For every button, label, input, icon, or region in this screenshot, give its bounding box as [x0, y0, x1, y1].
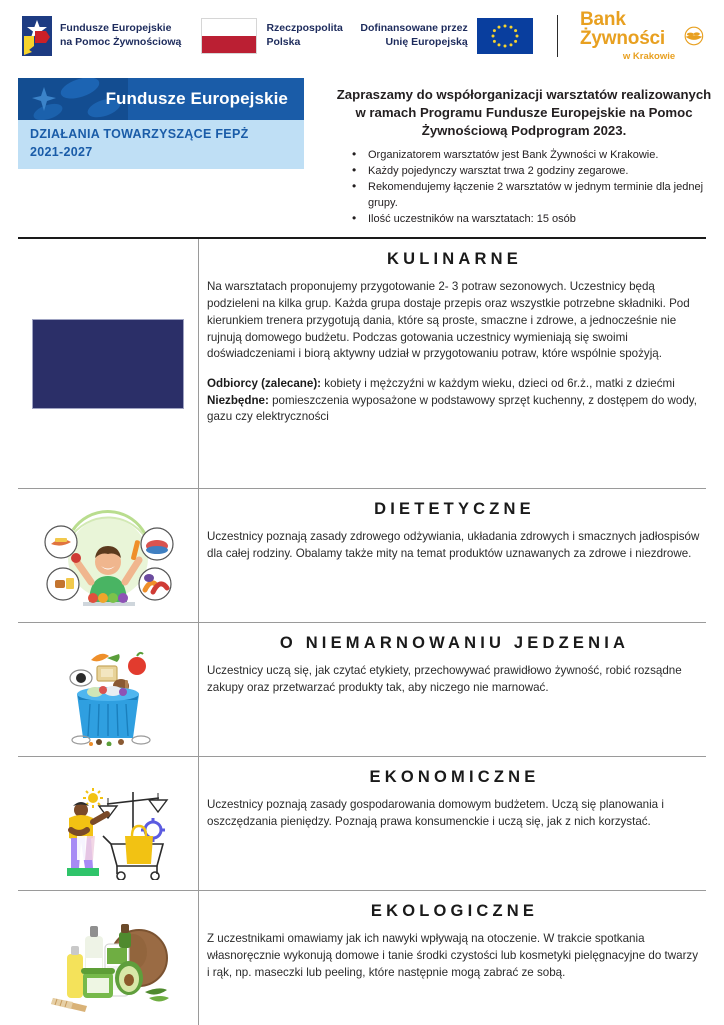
workshop-detail	[207, 376, 702, 393]
header-logo-bar	[0, 0, 724, 72]
table-row	[18, 239, 706, 489]
workshop-image-cell	[18, 239, 199, 488]
fundusze-europejskie-badge	[18, 78, 304, 169]
workshop-image-cell	[18, 623, 199, 756]
eu-funds-line1: Fundusze Europejskie	[60, 22, 172, 35]
workshops-table	[18, 237, 706, 1025]
eu-cofunded-line2: Unię Europejską	[385, 36, 468, 48]
eco-cosmetics-illustration	[33, 902, 183, 1014]
program-header-band	[0, 72, 724, 237]
intro-bullet: • Organizatorem warsztatów jest Bank Żywności w Krakowie.	[366, 147, 720, 163]
eu-cofunded-logo	[360, 18, 532, 54]
workshop-image-cell	[18, 891, 199, 1025]
food-waste-bin-illustration	[33, 634, 183, 746]
bank-logo-subtitle: w Krakowie	[622, 51, 676, 62]
healthy-eating-illustration	[33, 500, 183, 612]
fe-badge-top-label: Fundusze Europejskie	[105, 89, 288, 108]
eu-flag-icon	[477, 18, 533, 54]
intro-bullet-list	[328, 147, 720, 228]
intro-heading: Zapraszamy do współorganizacji warsztatów realizowanych w ramach Programu Fundusze Europejskie na Pomoc Żywnościową Podprogram 2023.	[336, 87, 712, 139]
bank-logo-title: Bank Żywności	[580, 9, 666, 49]
fe-badge-line1: DZIAŁANIA TOWARZYSZĄCE FEPŻ	[30, 127, 249, 141]
workshop-body	[207, 663, 702, 696]
workshop-paragraph: Z uczestnikami omawiamy jak ich nawyki wpływają na otoczenie. W trakcie spotkania własnoręcznie wykonują domowe i tanie środki czystości lub kosmetyki pielęgnacyjne do twarzy i rąk, np. maseczki lub peeling, które następnie mogą zabrać ze sobą.	[207, 932, 699, 979]
polish-flag-icon	[201, 18, 257, 54]
table-row	[18, 489, 706, 623]
eu-funds-star-icon	[22, 16, 52, 56]
workshop-detail-label: Niezbędne:	[207, 393, 269, 407]
bread-basket-icon	[682, 22, 706, 50]
workshop-text-cell	[199, 489, 706, 622]
fe-badge-band	[18, 78, 304, 120]
eu-funds-line2: na Pomoc Żywnościową	[60, 36, 182, 48]
workshop-detail-value: kobiety i mężczyźni w każdym wieku, dzieci od 6r.ż., matki z dziećmi	[321, 376, 675, 390]
workshop-image-cell	[18, 757, 199, 890]
eu-funds-logo	[22, 16, 181, 56]
workshop-text-cell	[199, 891, 706, 1025]
bank-zywnosci-logo	[580, 10, 706, 62]
eu-cofunded-logo-text	[360, 22, 467, 50]
eu-cofunded-line1: Dofinansowane przez	[360, 22, 468, 35]
workshop-title: DIETETYCZNE	[374, 500, 535, 519]
poland-logo	[201, 18, 342, 54]
poland-line1: Rzeczpospolita	[266, 22, 343, 35]
intro-bullet: • Ilość uczestników na warsztatach: 15 osób	[366, 211, 720, 227]
intro-column	[322, 78, 724, 227]
eu-funds-logo-text	[60, 22, 181, 50]
poland-logo-text	[266, 22, 342, 50]
table-row	[18, 891, 706, 1025]
shopping-budget-illustration	[33, 768, 183, 880]
table-row	[18, 757, 706, 891]
workshop-body	[207, 797, 702, 830]
workshop-paragraph: Uczestnicy poznają zasady zdrowego odżywiania, układania zdrowych i smacznych jadłospisów dla całej rodziny. Obalamy także mity na temat produktów uznawanych za zdrowe i niezdrowe.	[207, 530, 700, 561]
intro-bullet: • Każdy pojedynczy warsztat trwa 2 godziny zegarowe.	[366, 163, 720, 179]
workshop-detail-value: pomieszczenia wyposażone w podstawowy sprzęt kuchenny, z dostępem do wody, gazu czy elektryczności	[207, 393, 697, 424]
workshop-image-cell	[18, 489, 199, 622]
culinary-workshop-image-placeholder	[32, 319, 184, 409]
workshop-text-cell	[199, 757, 706, 890]
workshop-body	[207, 529, 702, 562]
workshop-title: O NIEMARNOWANIU JEDZENIA	[279, 634, 630, 653]
workshop-detail	[207, 393, 702, 426]
poland-line2: Polska	[266, 36, 301, 48]
workshop-body	[207, 279, 702, 426]
workshop-paragraph: Na warsztatach proponujemy przygotowanie 2- 3 potraw sezonowych. Uczestnicy będą podzieleni na kilka grup. Każda grupa dostaje przepis oraz wszystkie potrzebne składniki. Pod kierunkiem trenera przygotują dania, które są proste, smaczne i zdrowe, a jednocześnie nie rujnują domowego budżetu. Podczas gotowania uczestnicy wymieniają się swoimi doświadczeniami i biorą aktywny udział w przygotowaniu potraw, które wspólnie spożyją.	[207, 280, 690, 361]
workshop-title: EKONOMICZNE	[369, 768, 540, 787]
workshop-text-cell	[199, 623, 706, 756]
workshop-title: KULINARNE	[387, 250, 522, 269]
table-row	[18, 623, 706, 757]
fe-badge-line2: 2021-2027	[30, 145, 93, 159]
fe-badge-wrapper	[0, 78, 322, 169]
workshop-title: EKOLOGICZNE	[370, 902, 539, 921]
fe-badge-panel	[18, 120, 304, 169]
workshop-body	[207, 931, 702, 981]
logo-divider	[557, 15, 558, 57]
workshop-detail-label: Odbiorcy (zalecane):	[207, 376, 322, 390]
intro-bullet: • Rekomendujemy łączenie 2 warsztatów w jednym terminie dla jednej grupy.	[366, 179, 720, 211]
workshop-text-cell	[199, 239, 706, 488]
workshop-paragraph: Uczestnicy uczą się, jak czytać etykiety, przechowywać prawidłowo żywność, robić rozsądne zakupy oraz przetwarzać produkty tak, aby niczego nie marnować.	[207, 664, 682, 695]
workshop-paragraph: Uczestnicy poznają zasady gospodarowania domowym budżetem. Uczą się planowania i oszczędzania pieniędzy. Poznają prawa konsumenckie i uczą się, jak z nich korzystać.	[207, 798, 664, 829]
